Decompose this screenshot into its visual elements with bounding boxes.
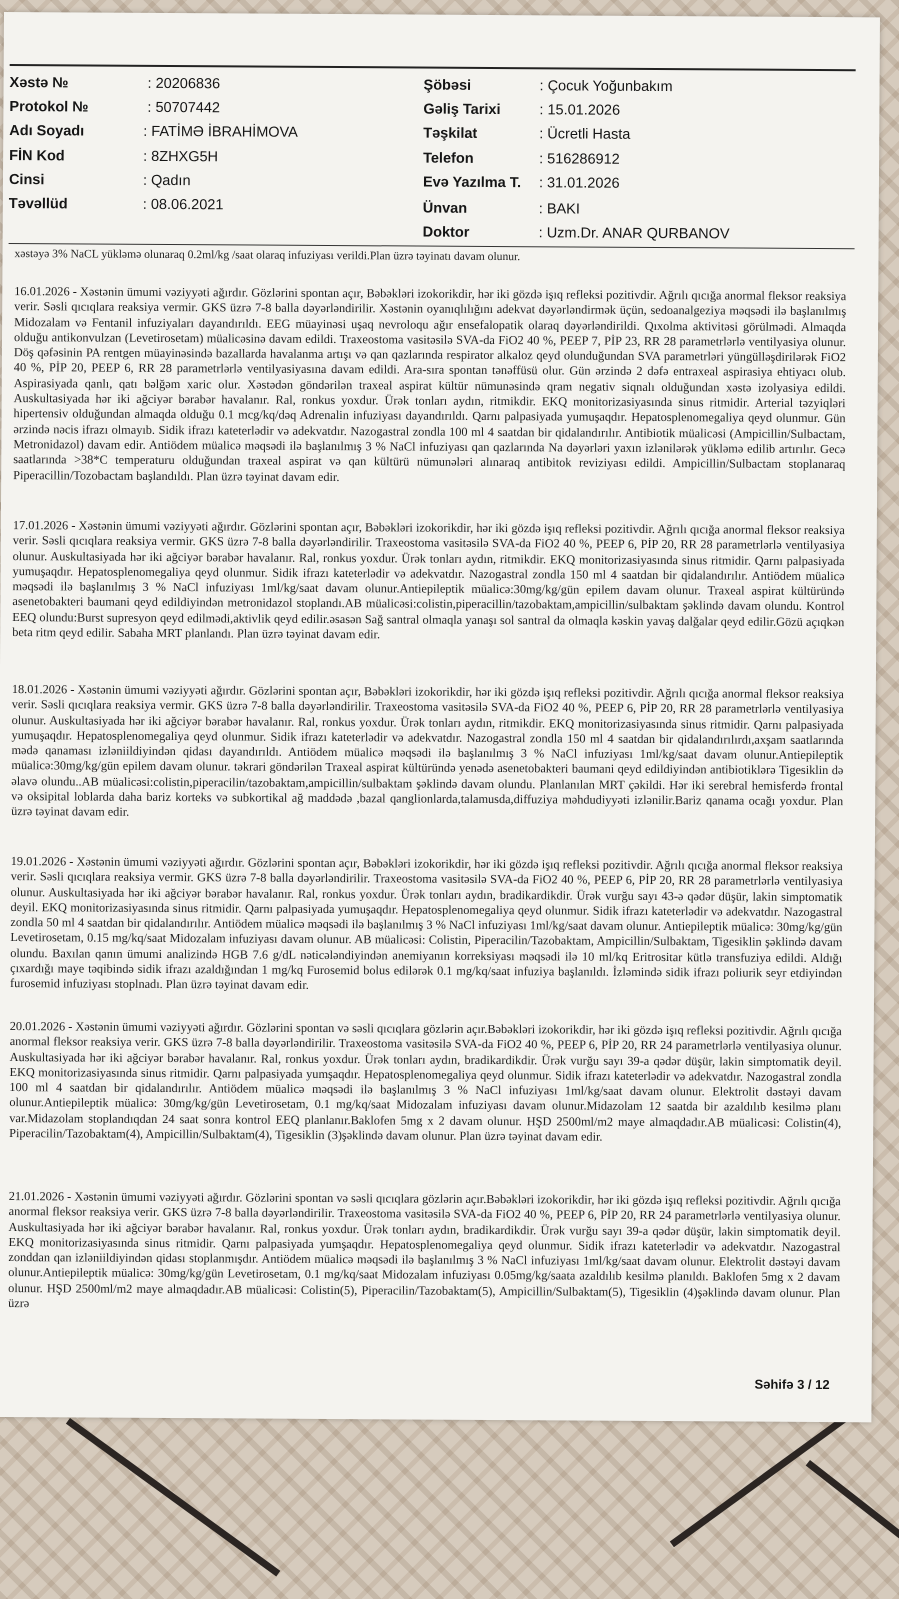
phone-value: : 516286912 (539, 151, 620, 168)
arrival-value: : 15.01.2026 (539, 102, 621, 119)
patient-no-row (10, 75, 221, 92)
dept-value: : Çocuk Yoğunbakım (539, 78, 673, 96)
progress-note-18-01: 18.01.2026 - Xəstənin ümumi vəziyyəti ağırdır. Gözlərini spontan açır, Bəbəkləri izokorikdir, hər iki gözdə işıq refleksi pozitivdir. Ağrılı qıcığa anormal fleksor reaksiya verir. Səsli qıcıqlara reaksiya vermir. GKS üzrə 7-8 balla dəyərləndirilir. Traxeostoma vasitəsilə SVA-da FiO2 40 %, PEEP 6, PİP 20, RR 28 parametrlərlə ventilyasiya olunur. Auskultasiyada hər iki ağciyər bərabər havalanır. Ral, ronkus yoxdur. Ürək tonları aydın, ritmikdir. EKQ monitorizasiyasında sinus ritmidir. Qarnı palpasiyada yumuşaqdır. Hepatosplenomegaliya qeyd olunmur. Sidik ifrazı kateterlədir və adekvatdır. Nazogastral zondla 150 ml 4 saatdan bir qidalandırılırdı,axşam saatlarında mədə qanaması izləniildiyindən qidası dayandırıldı. Antiödem müalicə məqsədi ilə başlanılmış 3 % NaCl infuziyası 1ml/kg/saat davam olunur.Antiepileptik müalicə:30mg/kg/gün epilem davam olunur. təkrari göndərilən Traxeal aspirat kültüründə yenədə asenetobakteri baumani qeyd edildiyindən antibiotiklərə Tigesiklin də əlavə olundu..AB müalicəsi:colistin,piperacilin/tazobaktam,ampicillin/sulbaktam şəklində davam olundu. Planlanılan MRT çəkildi. Hər iki serebral hemisferdə frontal və oksipital loblarda daha bariz korteks və subkortikal ağ maddədə ,bazal qanglionlarda,talamusda,diffuziya məhdudiyyəti izlənilir.Bariz qanama ocağı yoxdur. Plan üzrə təyinat davam edir. (11, 682, 844, 820)
sex-label: Cinsi (8, 172, 45, 189)
intro-note: xəstəyə 3% NaCL yükləmə olunaraq 0.2ml/kg /saat olaraq infuziyası verildi.Plan üzrə təyinatı davam olunur. (14, 247, 521, 264)
doctor-row (423, 225, 730, 243)
patient-no-value: : 20206836 (147, 75, 221, 93)
header-top-rule (10, 64, 856, 71)
patient-no-label: Xəstə № (9, 75, 69, 92)
doctor-value: : Uzm.Dr. ANAR QURBANOV (538, 225, 730, 243)
sex-row (9, 172, 191, 189)
discharge-label: Evə Yazılma T. (422, 174, 522, 192)
fin-value: : 8ZHXG5H (143, 148, 219, 166)
phone-label: Telefon (423, 150, 474, 167)
org-row (423, 126, 630, 143)
dept-label: Şöbəsi (423, 77, 472, 94)
org-value: : Ücretli Hasta (539, 126, 631, 143)
name-label: Adı Soyadı (9, 123, 85, 140)
address-value: : BAKI (538, 201, 580, 218)
address-row (423, 201, 580, 218)
progress-note-21-01: 21.01.2026 - Xəstənin ümumi vəziyyəti ağırdır. Gözlərini spontan və səsli qıcıqlara gözlərin açır.Bəbəkləri izokorikdir, hər iki gözdə işıq refleksi pozitivdir. Ağrılı qıcığa anormal fleksor reaksiya verir. GKS üzrə 7-8 balla dəyərləndirilir. Traxeostoma vasitəsilə SVA-da FiO2 40 %, PEEP 6, PİP 20, RR 24 parametrlərlə ventilyasiya olunur. Auskultasiyada hər iki ağciyər bərabər havalanır. Ral, ronkus yoxdur. Ürək tonları aydın, bradikardikdir. Ürək vurğu sayı 39-a qədər düşür, lakin simptomatik deyil. EKQ monitorizasiyasında sinus ritmidir. Qarnı palpasiyada yumşaqdır. Hepatosplenomegaliya qeyd olunmur. Sidik ifrazı kateterlədir və adekvatdır. Nazogastral zonddan qan izləniildiyindən qidası stoplanmışdır. Antiödem müalicə məqsədi ilə başlanılmış 3 % NaCl infuziyası 1ml/kg/saat davam olunur. Elektrolit dəstəyi davam olunur.Antiepileptik müalicə: 30mg/kg/gün Levetirosetam, 0.1 mg/kq/saat Midozalam infuziyası 0.05mg/kg/saata azaldılıb kesilmə planıldı. Baklofen 5mg x 2 davam olunur. HŞD 2500ml/m2 maye almaqdadır.AB müalicəsi: Colistin(5), Piperacilin/Tazobaktam(5), Ampicillin/Sulbaktam(5), Tigesiklin (4)şəklində davam olunur. Plan üzrə (8, 1189, 841, 1311)
name-row (9, 123, 298, 141)
protocol-label: Protokol № (9, 99, 89, 116)
protocol-value: : 50707442 (147, 99, 221, 117)
name-value: : FATİMƏ İBRAHİMOVA (143, 123, 298, 141)
progress-note-16-01: 16.01.2026 - Xəstənin ümumi vəziyyəti ağırdır. Gözlərini spontan açır, Bəbəkləri izokorikdir, hər iki gözdə işıq refleksi pozitivdir. Ağrılı qıcığa anormal fleksor reaksiya verir. Səsli qıcıqlara reaksiya vermir. GKS üzrə 7-8 balla dəyərləndirilir. Xəstənin oyanıqlılığını adekvat dəyərləndirmək üçün, sedoanalgeziya məqsədi ilə başlanılmış Midozalam və Fentanil infuziyaları dayandırıldı. EEG müayinəsi uşaq nevroloqu ağır ensefalopatik olaraq dəyərləndirildi. Qıxolma aktivitəsi görülmədi. Almaqda olduğu antikonvulzan (Levetirosetam) müalicəsinə davam edildi. Traxeostoma vasitəsilə SVA-da FiO2 40 %, PEEP 7, PİP 23, RR 28 parametrlərlə ventilyasiya olunur. Döş qəfəsinin PA rentgen müayinəsində bazallarda havalanma artışı və qan qazlarında respirator alkaloz qeyd olunduğundan SVA parametrləri yüngülləşdirilərək FiO2 40 %, PİP 20, PEEP 6, RR 28 parametrlərlə ventilyasiyasına davam edildi. Ara-sıra spontan tənəffüsü olur. Gün ərzində 2 dəfə entraxeal aspirasiya ehtiyacı olub. Aspirasiyada qanlı, qatı bəlğəm xaric olur. Xəstədən göndərilən traxeal aspirat kültür nümunəsində qram negativ siqnalı olduğundan xəstə izolyasiya edildi. Auskultasiyada hər iki ağciyər bərabər havalanır. Ral, ronkus yoxdur. Ürək tonları aydın, ritmikdir. EKQ monitorizasiyasında sinus ritmidir. Arterial təzyiqləri hipertensiv olduğundan almaqda olduğu 0.1 mcg/kq/dəq Adrenalin infuziyası dayandırıldı. Qarnı palpasiyada yumuşaqdır. Hepatosplenomegaliya qeyd olunmur. Gün ərzində nəcis ifrazı olmayıb. Sidik ifrazı kateterlədir və adekvatdır. Nazogastral zondla 100 ml 4 saatdan bir qidalandırılır. Antibiotik müalicəsi (Ampicillin/Sulbactam, Metronidazol) davam edir. Antiödem müalicə məqsədi ilə başlanılmış 3 % NaCl infuziyası qan qazlarında Na dəyərləri yaxın izlənilərək yükləmə edilib artırılır. Gecə saatlarında >38*C temperaturu olduğundan traxeal aspirat və qan kültürü nümunələri alınaraq antibitok reviziyası edildi. Ampicillin/Sulbactam stoplanaraq Piperacillin/Tozobactam başlandıldı. Plan üzrə təyinat davam edir. (13, 284, 847, 484)
arrival-row (423, 102, 620, 119)
birth-value: : 08.06.2021 (142, 196, 224, 214)
doctor-label: Doktor (422, 224, 470, 241)
page-number: Səhifə 3 / 12 (754, 1376, 830, 1393)
birth-label: Təvəllüd (8, 196, 68, 213)
document-page (0, 12, 880, 1422)
org-label: Təşkilat (423, 125, 478, 142)
sex-value: : Qadın (142, 172, 191, 190)
fin-row (9, 148, 218, 165)
protocol-row (9, 99, 220, 116)
discharge-value: : 31.01.2026 (538, 175, 620, 192)
progress-note-20-01: 20.01.2026 - Xəstənin ümumi vəziyyəti ağırdır. Gözlərini spontan və səsli qıcıqlara gözlərin açır.Bəbəkləri izokorikdir, hər iki gözdə işıq refleksi pozitivdir. Ağrılı qıcığa anormal fleksor reaksiya verir. GKS üzrə 7-8 balla dəyərləndirilir. Traxeostoma vasitəsilə SVA-da FiO2 40 %, PEEP 6, PİP 20, RR 24 parametrlərlə ventilyasiya olunur. Auskultasiyada hər iki ağciyər bərabər havalanır. Ral, ronkus yoxdur. Ürək tonları aydın, bradikardikdir. Ürək vurğu sayı 39-a qədər düşür, lakin simptomatik deyil. EKQ monitorizasiyasında sinus ritmidir. Qarnı palpasiyada yumşaqdır. Hepatosplenomegaliya qeyd olunmur. Sidik ifrazı kateterlədir və adekvatdır. Nazogastral zondla 100 ml 4 saatdan bir qidalandırılır. Antiödem müalicə məqsədi ilə başlanılmış 3 % NaCl infuziyası 1ml/kg/saat davam olunur. Elektrolit dəstəyi davam olunur.Antiepileptik müalicə: 30mg/kg/gün Levetirosetam, 0.1 mg/kq/saat Midozalam infuziyası davam olunur.Midazolam 12 saatda bir azaldılıb kesilmə planı var.Midazolam stoplandıqdan 24 saat sonra kontrol EEQ planlanır.Baklofen 5mg x 2 davam olunur. HŞD 2500ml/m2 maye almaqdadır.AB müalicəsi: Colistin(4), Piperacilin/Tazobaktam(4), Ampicillin/Sulbaktam(4), Tigesiklin (3)şəklində davam olunur. Plan üzrə təyinat davam edir. (9, 1019, 842, 1144)
arrival-label: Gəliş Tarixi (423, 101, 501, 119)
progress-note-19-01: 19.01.2026 - Xəstənin ümumi vəziyyəti ağırdır. Gözlərini spontan açır, Bəbəkləri izokorikdir, hər iki gözdə işıq refleksi pozitivdir. Ağrılı qıcığa anormal fleksor reaksiya verir. Səsli qıcıqlara reaksiya vermir. GKS üzrə 7-8 balla dəyərləndirilir. Traxeostoma vasitəsilə SVA-da FiO2 40 %, PEEP 6, PİP 20, RR 28 parametrlərlə ventilyasiya olunur. Auskultasiyada hər iki ağciyər bərabər havalanır. Ral, ronkus yoxdur. Ürək tonları aydın, bradikardikdir. Ürək vurğu sayı 43-ə qədər düşür, lakin simptomatik deyil. EKQ monitorizasiyasında sinus ritmidir. Qarnı palpasiyada yumuşaqdır. Hepatosplenomegaliya qeyd olunmur. Sidik ifrazı kateterlədir və adekvatdır. Nazogastral zondla 50 ml 4 saatdan bir qidalandırılır. Antiödem müalicə məqsədi ilə başlanılmış 3 % NaCl infuziyası 1ml/kg/saat davam olunur. Antiepileptik müalicə: 30mg/kg/gün Levetirosetam, 0.15 mg/kq/saat Midozalam infuziyası davam olunur. AB müalicəsi: Colistin, Piperacilin/Tazobaktam, Ampicillin/Sulbaktam, Tigesiklin şəklində davam olundu. Baxılan qanın ümumi analizində HGB 7.6 g/dL nəticələndiyindən anemiyanın korreksiyası məqsədi ilə 10 ml/kq Eritrositar kütlə transfuziya edildi. Aldığı çıxardığı maye təqibində sidik ifrazı azaldığından 1 mg/kq Furosemid bolus edilərək 0.1 mg/kq/saat infuziya başlanıldı. İzləmində sidik ifrazı poliurik seyr etdiyindən furosemid infuziyası stoplnadı. Plan üzrə təyinat davam edir. (10, 854, 843, 993)
fin-label: FİN Kod (9, 148, 65, 165)
progress-note-17-01: 17.01.2026 - Xəstənin ümumi vəziyyəti ağırdır. Gözlərini spontan açır, Bəbəkləri izokorikdir, hər iki gözdə işıq refleksi pozitivdir. Ağrılı qıcığa anormal fleksor reaksiya verir. Səsli qıcıqlara reaksiya vermir. GKS üzrə 7-8 balla dəyərləndirilir. Traxeostoma vasitəsilə SVA-da FiO2 40 %, PEEP 6, PİP 20, RR 28 parametrlərlə ventilyasiya olunur. Auskultasiyada hər iki ağciyər bərabər havalanır. Ral, ronkus yoxdur. Ürək tonları aydın, ritmikdir. EKQ monitorizasiyasında sinus ritmidir. Qarnı palpasiyada yumuşaqdır. Hepatosplenomegaliya qeyd olunmur. Sidik ifrazı kateterlədir və adekvatdır. Nazogastral zondla 150 ml 4 saatdan bir qidalandırılır. Antiödem müalicə məqsədi ilə başlanılmış 3 % NaCl infuziyası 1ml/kg/saat davam olunur.Antiepileptik müalicə:30mg/kg/gün epilem davam olunur. Traxeal aspirat kültüründə asenetobakteri baumani qeyd edildiyindən metronidazol stoplandı.AB müalicəsi:colistin,piperacillin/tazobaktam,ampicillin/sulbaktam şəklində davam olundu. Kontrol EEQ olundu:Burst supresyon qeyd edilmədi,aktivlik qeyd edilir.əsasən Sağ santral olmaqla yanaşı sol santral da olmaqla kəskin yavaş dalğalar qeyd edilir.Gözü açıqkən beta ritm qeyd edilir. Sabaha MRT planlandı. Plan üzrə təyinat davam edir. (12, 518, 845, 642)
dept-row (424, 78, 673, 96)
birth-row (9, 196, 224, 213)
address-label: Ünvan (422, 200, 468, 217)
phone-row (423, 151, 620, 168)
discharge-row (423, 175, 620, 192)
